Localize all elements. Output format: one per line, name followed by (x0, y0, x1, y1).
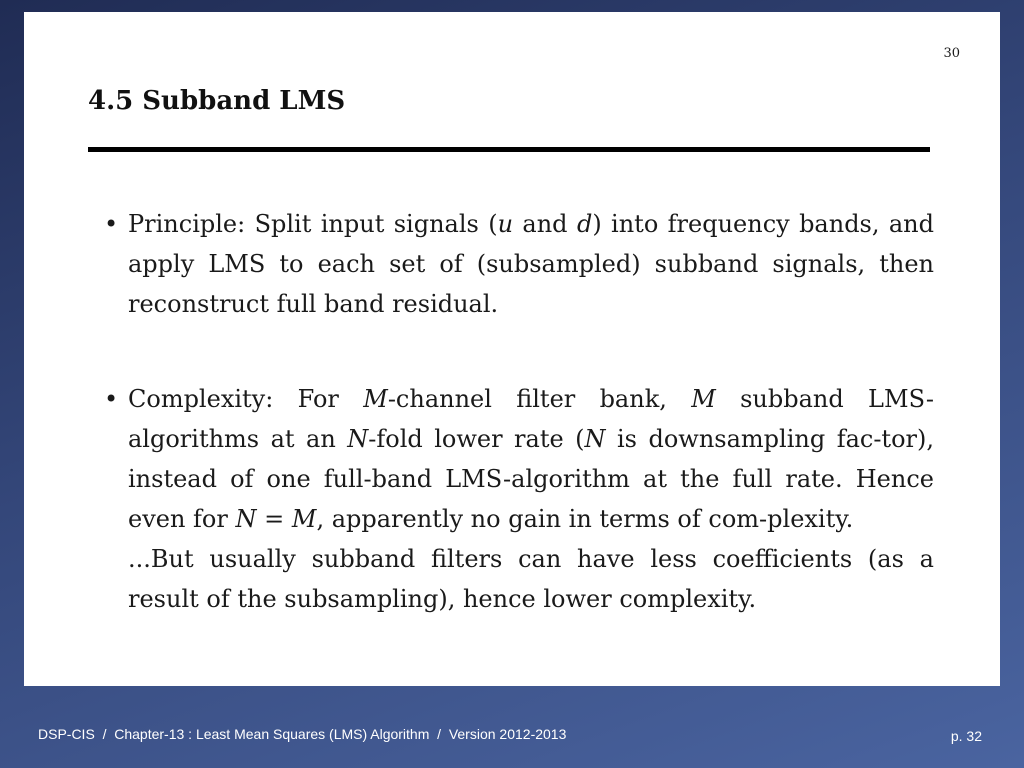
bullet-complexity (104, 379, 934, 619)
math-equation: N = M (235, 505, 317, 533)
complexity-text-1: Complexity: For (128, 385, 364, 413)
bullet-principle (104, 204, 934, 324)
section-title: 4.5 Subband LMS (88, 86, 346, 116)
footer-page-number: p. 32 (950, 728, 982, 744)
complexity-text-6: , apparently no gain in terms of com-plexity. (316, 505, 854, 533)
math-var-m: M (691, 385, 716, 413)
principle-text-1: Principle: Split input signals ( (128, 210, 498, 238)
math-var-m: M (363, 385, 388, 413)
page-number: 30 (943, 46, 960, 61)
principle-text-2: and (513, 210, 577, 238)
complexity-text-4: -fold lower rate ( (368, 425, 585, 453)
title-divider (88, 147, 930, 152)
math-var-d: d (576, 210, 593, 238)
bullet-marker: • (104, 385, 119, 413)
complexity-text-2: -channel filter bank, (387, 385, 692, 413)
math-var-n: N (347, 425, 369, 453)
math-var-n: N (584, 425, 606, 453)
complexity-note: ...But usually subband filters can have less coefficients (as a result of the subsampling), hence lower complexity. (128, 545, 934, 613)
slide-content-area (24, 12, 1000, 686)
footer-course-info: DSP-CIS / Chapter-13 : Least Mean Squares (LMS) Algorithm / Version 2012-2013 (38, 726, 567, 742)
complexity-text-3: subband LMS-algorithms at an (128, 385, 934, 453)
complexity-text-5: is downsampling fac-tor), instead of one full-band LMS-algorithm at the full rate. Hence even for (128, 425, 934, 533)
bullet-marker: • (104, 210, 119, 238)
math-var-u: u (497, 210, 514, 238)
bullet-list (104, 204, 934, 619)
principle-text-3: ) into frequency bands, and apply LMS to each set of (subsampled) subband signals, then reconstruct full band residual. (128, 210, 935, 318)
